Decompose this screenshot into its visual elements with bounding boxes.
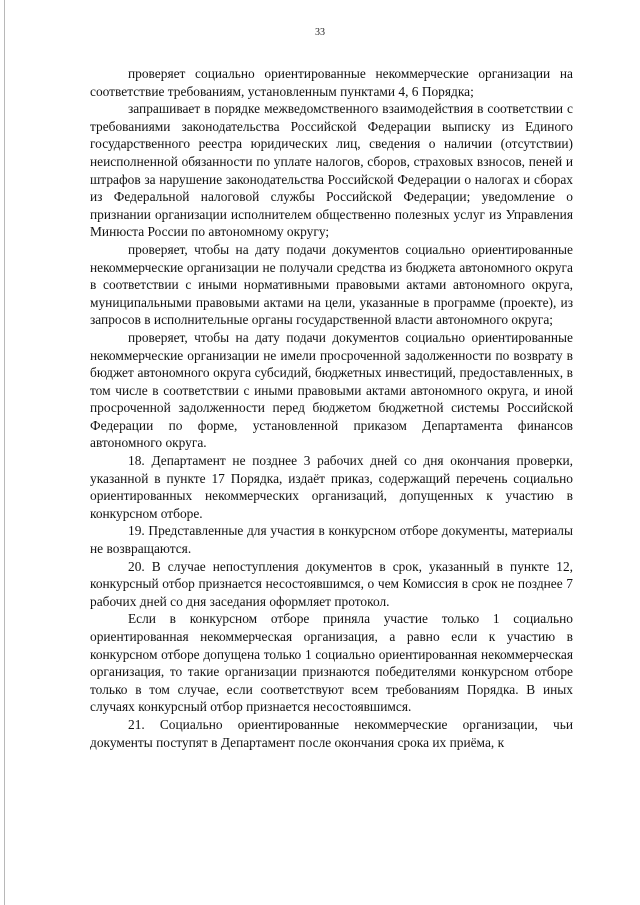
paragraph-check-no-funds: проверяет, чтобы на дату подачи документов социально ориентированные некоммерческие организации не получали средства из бюджета автономного округа в соответствии с иными нормативными правовыми актами автономного округа, муниципальными правовыми актами на цели, указанные в программе (проекте), из запросов в исполнительные органы государственной власти автономного округа; (90, 241, 573, 328)
paragraph-item-21: 21. Социально ориентированные некоммерческие организации, чьи документы поступят в Департамент после окончания срока их приёма, к (90, 716, 573, 750)
paragraph-single-participant: Если в конкурсном отборе приняла участие только 1 социально ориентированная некоммерческая организация, а равно если к участию в конкурсном отборе допущена только 1 социально ориентированная некоммерческая организация, то такие организации признаются победителями конкурсном отборе только в том случае, если соответствуют всем требованиям Порядка. В иных случаях конкурсный отбор признается несостоявшимся. (90, 611, 573, 715)
paragraph-item-18: 18. Департамент не позднее 3 рабочих дней со дня окончания проверки, указанной в пункте 17 Порядка, издаёт приказ, содержащий перечень социально ориентированных некоммерческих организаций, допущенных к участию в конкурсном отборе. (90, 453, 573, 521)
scan-edge (4, 0, 5, 905)
paragraph-check-no-debt: проверяет, чтобы на дату подачи документов социально ориентированные некоммерческие организации не имели просроченной задолженности по возврату в бюджет автономного округа субсидий, бюджетных инвестиций, предоставленных, в том числе в соответствии с иными правовыми актами автономного округа, и иной просроченной задолженности перед бюджетом бюджетной системы Российской Федерации по форме, установленной приказом Департамента финансов автономного округа. (90, 329, 573, 451)
document-body (90, 65, 573, 751)
page-number: 33 (315, 27, 325, 38)
paragraph-item-19: 19. Представленные для участия в конкурсном отборе документы, материалы не возвращаются. (90, 523, 573, 557)
paragraph-item-20: 20. В случае непоступления документов в срок, указанный в пункте 12, конкурсный отбор признается несостоявшимся, о чем Комиссия в срок не позднее 7 рабочих дней со дня заседания оформляет протокол. (90, 558, 573, 609)
paragraph-interagency-request: запрашивает в порядке межведомственного взаимодействия в соответствии с требованиями законодательства Российской Федерации выписку из Единого государственного реестра юридических лиц, сведения о наличии (отсутствии) неисполненной обязанности по уплате налогов, сборов, страховых взносов, пеней и штрафов за нарушение законодательства Российской Федерации о налогах и сборах из Федеральной налоговой службы Российской Федерации; уведомление о признании организации исполнителем общественно полезных услуг из Управления Минюста России по автономному округу; (90, 101, 573, 240)
paragraph-check-requirements: проверяет социально ориентированные некоммерческие организации на соответствие требованиям, установленным пунктами 4, 6 Порядка; (90, 66, 573, 99)
